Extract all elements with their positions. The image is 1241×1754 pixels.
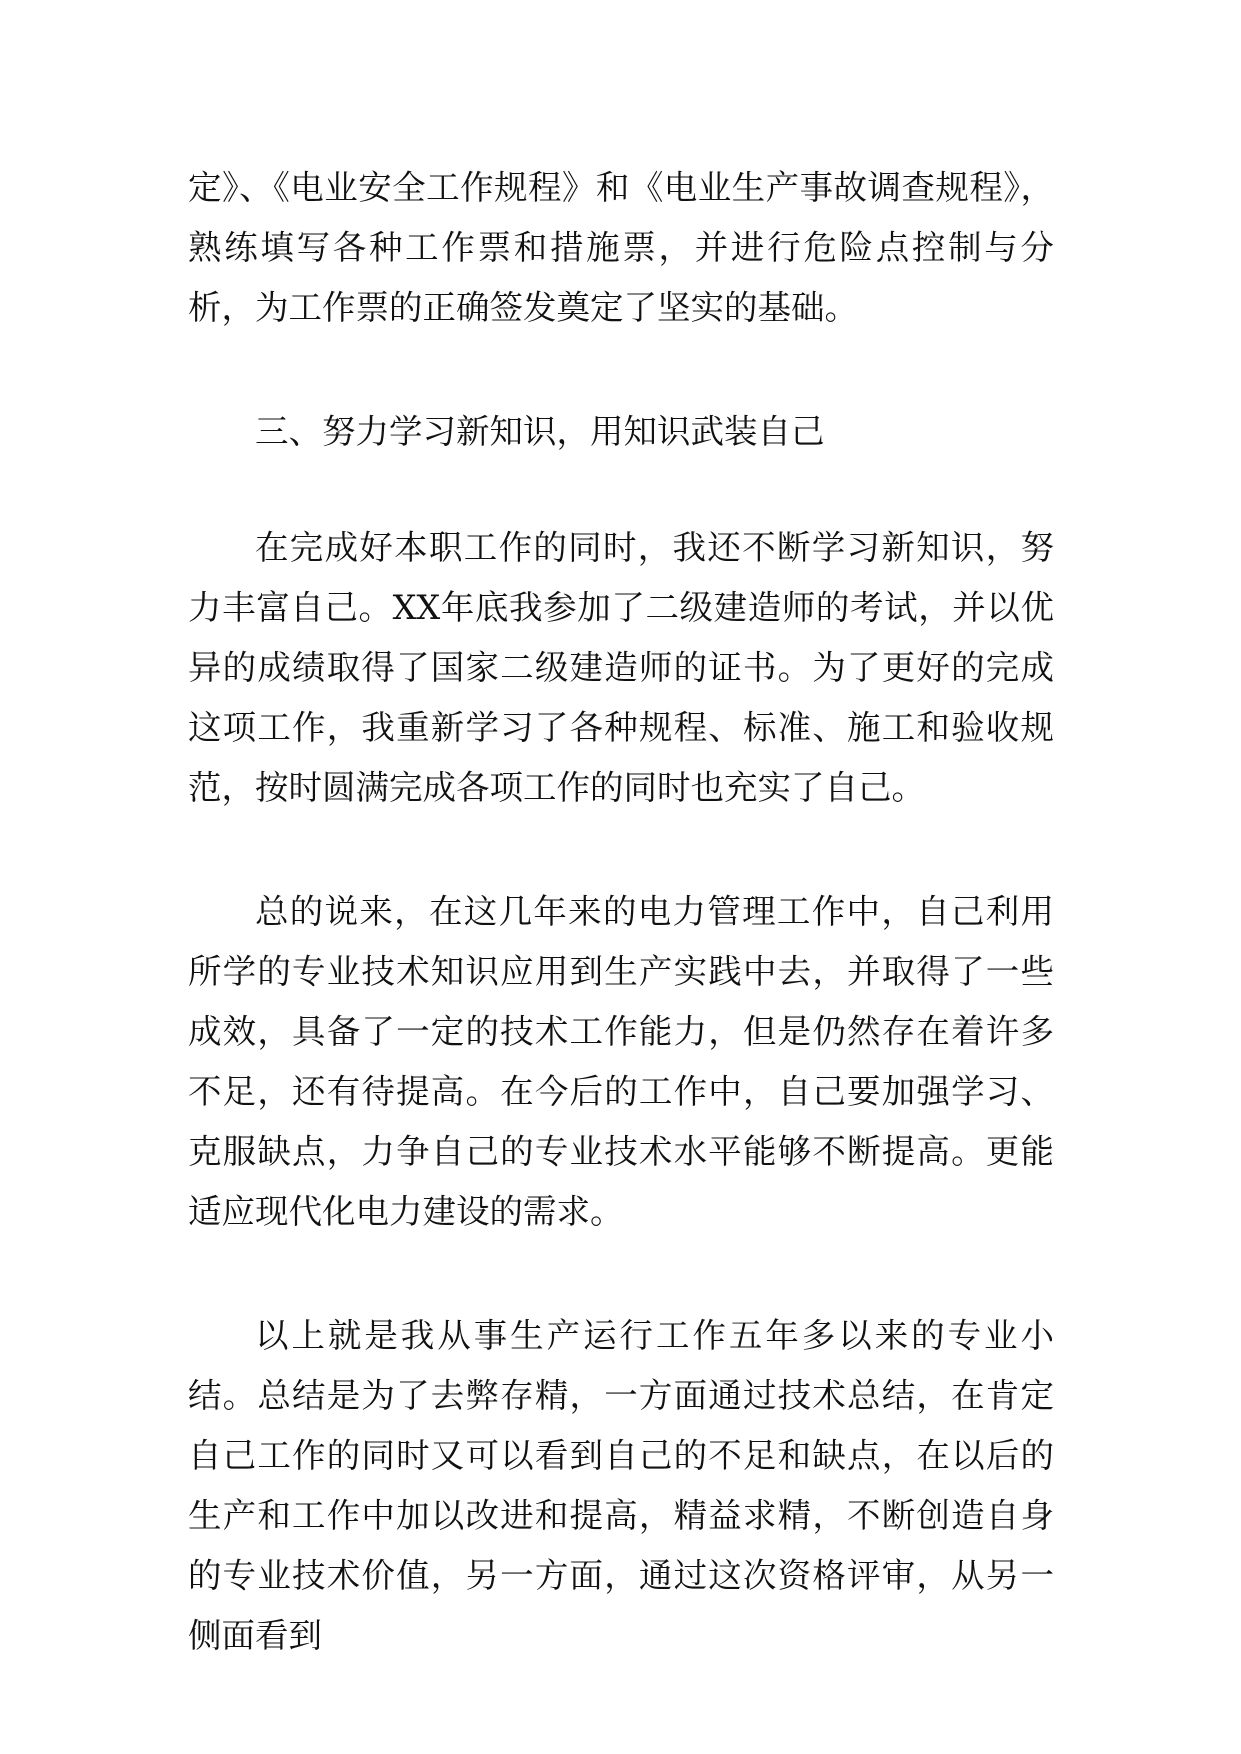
paragraph-continuation: 定》、《电业安全工作规程》和《电业生产事故调查规程》，熟练填写各种工作票和措施票，并进行危险点控制与分析，为工作票的正确签发奠定了坚实的基础。 bbox=[188, 168, 1054, 327]
paragraph-summary: 总的说来，在这几年来的电力管理工作中，自己利用所学的专业技术知识应用到生产实践中去，并取得了一些成效，具备了一定的技术工作能力，但是仍然存在着许多不足，还有待提高。在今后的工作中，自己要加强学习、克服缺点，力争自己的专业技术水平能够不断提高。更能适应现代化电力建设的需求。 bbox=[188, 892, 1054, 1231]
paragraph-study: 在完成好本职工作的同时，我还不断学习新知识，努力丰富自己。XX年底我参加了二级建造师的考试，并以优异的成绩取得了国家二级建造师的证书。为了更好的完成这项工作，我重新学习了各种规程、标准、施工和验收规范，按时圆满完成各项工作的同时也充实了自己。 bbox=[188, 528, 1054, 807]
document-body bbox=[188, 158, 1054, 1730]
paragraph-conclusion: 以上就是我从事生产运行工作五年多以来的专业小结。总结是为了去弊存精，一方面通过技术总结，在肯定自己工作的同时又可以看到自己的不足和缺点，在以后的生产和工作中加以改进和提高，精益求精，不断创造自身的专业技术价值，另一方面，通过这次资格评审，从另一侧面看到 bbox=[188, 1316, 1054, 1655]
section-heading: 三、努力学习新知识，用知识武装自己 bbox=[255, 412, 825, 451]
